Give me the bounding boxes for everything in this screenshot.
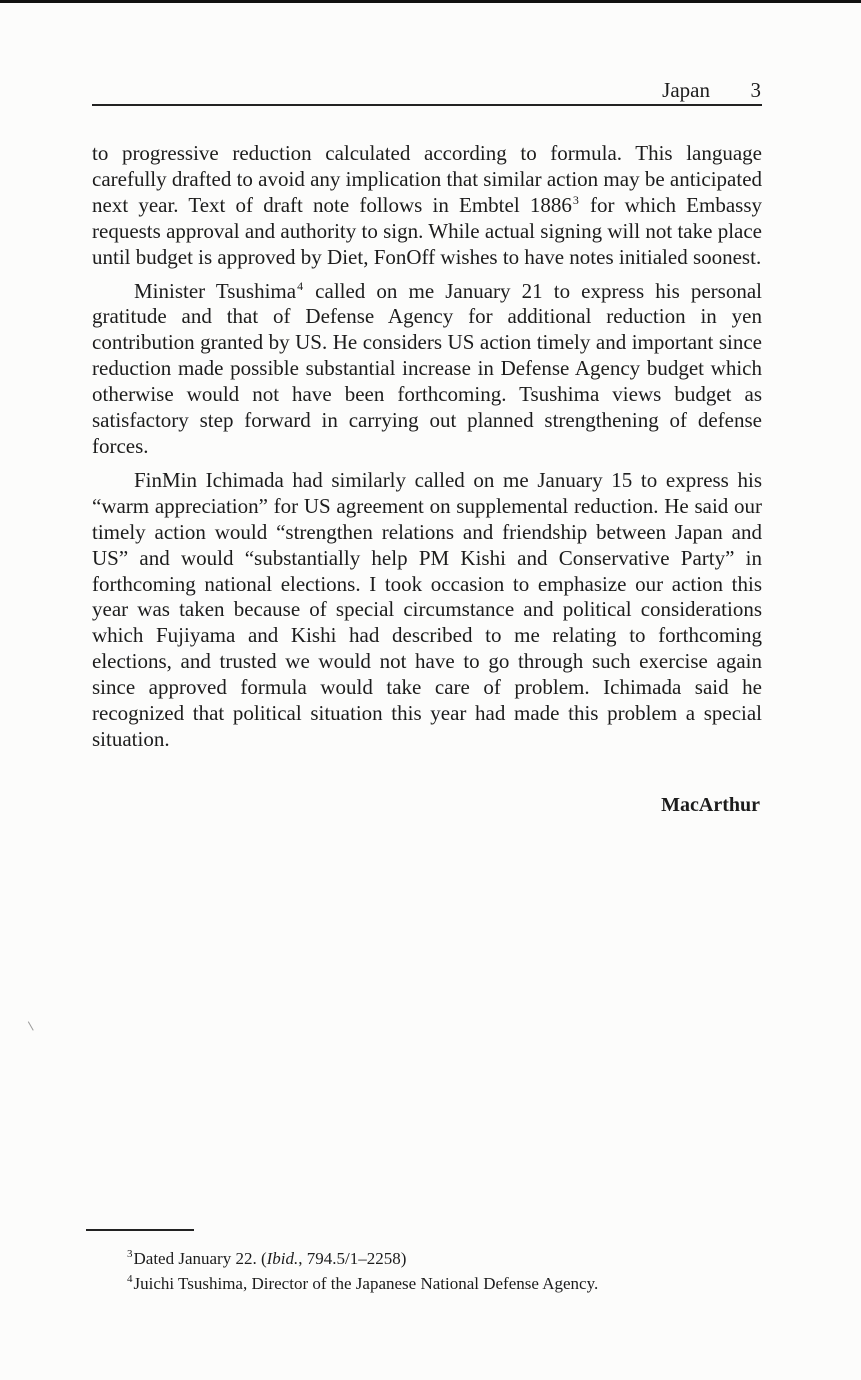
paragraph-text: Minister Tsushima <box>134 278 297 303</box>
footnote-marker: 4 <box>127 1273 133 1285</box>
footnote-3 <box>126 1246 766 1271</box>
paragraph-text: for which Embassy requests approval and authority to sign. While actual signing will not take place until budget is approved by Diet, FonOff wishes to have notes initialed soonest. <box>92 192 762 269</box>
footnote-4 <box>126 1271 766 1296</box>
footnote-ref-4: 4 <box>297 278 304 293</box>
paragraph-3 <box>92 468 762 753</box>
paragraph-text: to progressive reduction calculated according to formula. This language carefully drafted to avoid any implication that similar action may be anticipated next year. Text of draft note follows in Embtel 1886 <box>92 141 763 217</box>
footnote-rule <box>86 1229 194 1231</box>
page-number: 3 <box>750 78 761 102</box>
footnote-italic: Ibid. <box>266 1249 299 1268</box>
scan-speck <box>28 1019 37 1030</box>
footnote-marker: 3 <box>127 1248 133 1260</box>
footnote-text: Juichi Tsushima, Director of the Japanese National Defense Agency. <box>133 1274 599 1293</box>
footnote-text: Dated January 22. ( <box>133 1249 267 1268</box>
page-top-edge <box>0 0 861 3</box>
paragraph-text: FinMin Ichimada had similarly called on me January 15 to express his “warm appreciation” for US agreement on supplemental reduction. He said our timely action would “strengthen relations and friendship between Japan and US” and would “substantially help PM Kishi and Conservative Party” in forthcoming national elections. I took occasion to emphasize our action this year was taken because of special circumstance and political considerations which Fujiyama and Kishi had described to me relating to forthcoming elections, and trusted we would not have to go through such exercise again since approved formula would take care of problem. Ichimada said he recognized that political situation this year had made this problem a special situation. <box>92 467 762 751</box>
paragraph-text: called on me January 21 to express his personal gratitude and that of Defense Agency for additional reduction in yen contribution granted by US. He considers US action timely and important since reduction made possible substantial increase in Defense Agency budget which otherwise would not have been forthcoming. Tsushima views budget as satisfactory step forward in carrying out planned strengthening of defense forces. <box>92 278 762 458</box>
paragraph-2 <box>92 279 762 460</box>
body-text <box>92 141 762 761</box>
footnote-ref-3: 3 <box>572 192 579 207</box>
running-head <box>92 76 762 106</box>
paragraph-1 <box>92 141 762 271</box>
footnote-text: , 794.5/1–2258) <box>298 1249 407 1268</box>
running-head-title: Japan <box>662 78 710 102</box>
footnotes <box>126 1246 766 1296</box>
signature: MacArthur <box>661 794 760 816</box>
